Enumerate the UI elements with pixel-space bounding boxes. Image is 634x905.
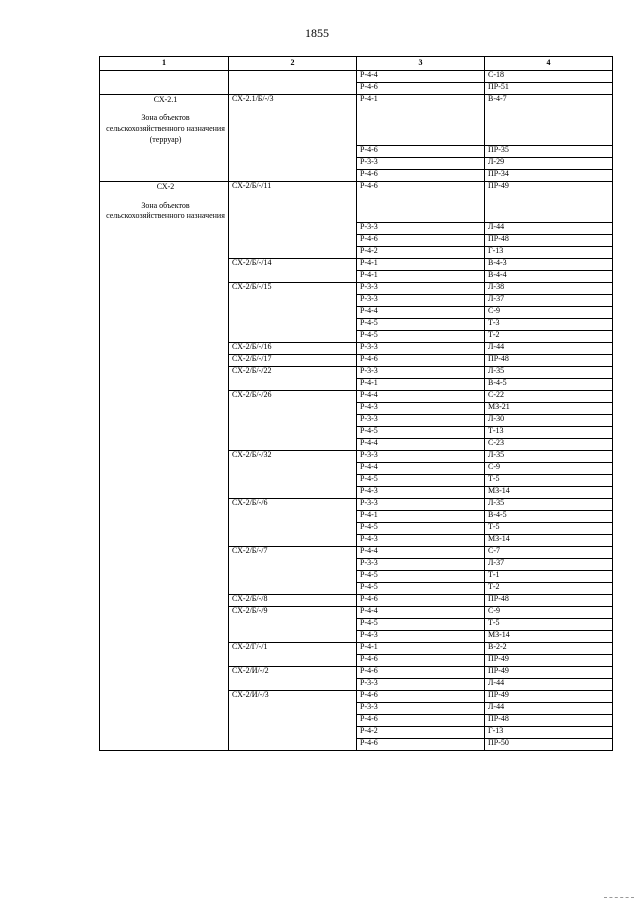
object-code-cell: Т-13 — [485, 426, 613, 438]
table-row — [100, 630, 613, 642]
subzone-cell — [229, 474, 357, 486]
table-row — [100, 546, 613, 558]
zone-cell — [100, 170, 229, 182]
zone-cell — [100, 666, 229, 678]
subzone-cell: СХ-2/И/-/2 — [229, 666, 357, 678]
object-code-cell: С-22 — [485, 390, 613, 402]
zone-cell — [100, 738, 229, 750]
subzone-cell — [229, 222, 357, 234]
object-code-cell: С-7 — [485, 546, 613, 558]
table-row — [100, 330, 613, 342]
regulation-code-cell: Р-4-2 — [357, 726, 485, 738]
subzone-cell: СХ-2/Б/-/22 — [229, 366, 357, 378]
zone-cell — [100, 246, 229, 258]
subzone-cell — [229, 158, 357, 170]
subzone-cell — [229, 618, 357, 630]
zone-cell — [100, 570, 229, 582]
subzone-cell — [229, 486, 357, 498]
table-row — [100, 570, 613, 582]
regulation-code-cell: Р-4-6 — [357, 170, 485, 182]
regulation-code-cell: Р-4-6 — [357, 182, 485, 222]
zone-cell — [100, 234, 229, 246]
subzone-cell — [229, 146, 357, 158]
object-code-cell: ПР-48 — [485, 234, 613, 246]
table-row — [100, 726, 613, 738]
zone-cell — [100, 158, 229, 170]
table-row — [100, 366, 613, 378]
table-row — [100, 170, 613, 182]
zone-cell — [100, 690, 229, 702]
regulation-code-cell: Р-4-1 — [357, 258, 485, 270]
subzone-cell — [229, 438, 357, 450]
object-code-cell: Т-2 — [485, 582, 613, 594]
subzone-cell — [229, 702, 357, 714]
regulation-code-cell: Р-4-4 — [357, 462, 485, 474]
object-code-cell: Л-29 — [485, 158, 613, 170]
regulation-code-cell: Р-4-6 — [357, 83, 485, 95]
subzone-cell — [229, 270, 357, 282]
zone-cell — [100, 510, 229, 522]
zone-cell — [100, 486, 229, 498]
object-code-cell: МЗ-14 — [485, 486, 613, 498]
zone-cell — [100, 378, 229, 390]
object-code-cell: Т-3 — [485, 318, 613, 330]
table-row — [100, 714, 613, 726]
table-row — [100, 450, 613, 462]
zone-cell — [100, 450, 229, 462]
zone-cell — [100, 582, 229, 594]
table-row — [100, 558, 613, 570]
zone-description: Зона объектов сельскохозяйственного назначения (терруар) — [106, 113, 225, 144]
zone-cell — [100, 702, 229, 714]
column-header-3: 3 — [357, 57, 485, 71]
object-code-cell: В-4-4 — [485, 270, 613, 282]
regulation-code-cell: Р-4-5 — [357, 474, 485, 486]
subzone-cell: СХ-2/И/-/3 — [229, 690, 357, 702]
table-row — [100, 402, 613, 414]
regulation-code-cell: Р-3-3 — [357, 342, 485, 354]
zone-cell — [100, 414, 229, 426]
regulation-code-cell: Р-3-3 — [357, 558, 485, 570]
regulation-code-cell: Р-3-3 — [357, 498, 485, 510]
subzone-cell — [229, 738, 357, 750]
regulation-code-cell: Р-3-3 — [357, 366, 485, 378]
zone-cell — [100, 438, 229, 450]
table-row — [100, 654, 613, 666]
object-code-cell: С-9 — [485, 462, 613, 474]
object-code-cell: Т-2 — [485, 330, 613, 342]
zone-cell — [100, 534, 229, 546]
table-row — [100, 146, 613, 158]
regulation-code-cell: Р-4-5 — [357, 618, 485, 630]
regulation-code-cell: Р-3-3 — [357, 678, 485, 690]
zone-cell — [100, 462, 229, 474]
object-code-cell: ПР-50 — [485, 738, 613, 750]
regulation-code-cell: Р-4-5 — [357, 318, 485, 330]
regulation-code-cell: Р-4-5 — [357, 330, 485, 342]
table-row — [100, 182, 613, 222]
subzone-cell — [229, 462, 357, 474]
zone-cell — [100, 282, 229, 294]
table-body — [100, 71, 613, 751]
regulation-code-cell: Р-4-6 — [357, 714, 485, 726]
subzone-cell — [229, 654, 357, 666]
subzone-cell — [229, 246, 357, 258]
object-code-cell: ПР-48 — [485, 354, 613, 366]
regulation-code-cell: Р-4-1 — [357, 510, 485, 522]
zone-cell — [100, 678, 229, 690]
zones-table — [99, 56, 613, 751]
zone-cell — [100, 330, 229, 342]
table-row — [100, 390, 613, 402]
subzone-cell — [229, 582, 357, 594]
object-code-cell: МЗ-14 — [485, 534, 613, 546]
zone-cell — [100, 642, 229, 654]
object-code-cell: Т-1 — [485, 570, 613, 582]
object-code-cell: Л-44 — [485, 222, 613, 234]
regulation-code-cell: Р-3-3 — [357, 158, 485, 170]
object-code-cell: В-4-7 — [485, 95, 613, 146]
object-code-cell: Л-35 — [485, 366, 613, 378]
subzone-cell — [229, 726, 357, 738]
zone-cell — [100, 594, 229, 606]
zone-cell — [100, 522, 229, 534]
zone-cell — [100, 726, 229, 738]
table-row — [100, 83, 613, 95]
subzone-cell — [229, 630, 357, 642]
zone-cell — [100, 714, 229, 726]
subzone-cell: СХ-2/Б/-/8 — [229, 594, 357, 606]
regulation-code-cell: Р-4-4 — [357, 438, 485, 450]
page-edge-rule — [604, 897, 634, 898]
regulation-code-cell: Р-4-6 — [357, 738, 485, 750]
table-row — [100, 246, 613, 258]
regulation-code-cell: Р-4-4 — [357, 71, 485, 83]
object-code-cell: ПР-51 — [485, 83, 613, 95]
subzone-cell: СХ-2/Б/-/26 — [229, 390, 357, 402]
object-code-cell: ПР-48 — [485, 594, 613, 606]
regulation-code-cell: Р-4-6 — [357, 654, 485, 666]
subzone-cell — [229, 330, 357, 342]
subzone-cell — [229, 306, 357, 318]
subzone-cell: СХ-2/Г/-/1 — [229, 642, 357, 654]
zone-cell — [100, 83, 229, 95]
object-code-cell: Л-44 — [485, 678, 613, 690]
object-code-cell: С-9 — [485, 606, 613, 618]
table-row — [100, 234, 613, 246]
zone-cell — [100, 498, 229, 510]
object-code-cell: Л-37 — [485, 558, 613, 570]
regulation-code-cell: Р-4-3 — [357, 534, 485, 546]
regulation-code-cell: Р-3-3 — [357, 414, 485, 426]
object-code-cell: Л-37 — [485, 294, 613, 306]
zone-cell — [100, 71, 229, 83]
table-row — [100, 690, 613, 702]
object-code-cell: В-4-5 — [485, 510, 613, 522]
page-number: 1855 — [305, 26, 329, 40]
table-row — [100, 606, 613, 618]
object-code-cell: ПР-49 — [485, 182, 613, 222]
table-row — [100, 71, 613, 83]
object-code-cell: Т-5 — [485, 474, 613, 486]
subzone-cell: СХ-2/Б/-/9 — [229, 606, 357, 618]
table-row — [100, 462, 613, 474]
regulation-code-cell: Р-4-6 — [357, 234, 485, 246]
table-row — [100, 258, 613, 270]
object-code-cell: Л-44 — [485, 702, 613, 714]
header-row — [100, 57, 613, 71]
table-row — [100, 678, 613, 690]
regulation-code-cell: Р-4-1 — [357, 378, 485, 390]
subzone-cell — [229, 510, 357, 522]
regulation-code-cell: Р-3-3 — [357, 222, 485, 234]
table-row — [100, 594, 613, 606]
subzone-cell: СХ-2/Б/-/14 — [229, 258, 357, 270]
zone-cell — [100, 270, 229, 282]
object-code-cell: ПР-48 — [485, 714, 613, 726]
regulation-code-cell: Р-4-2 — [357, 246, 485, 258]
subzone-cell — [229, 678, 357, 690]
table-row — [100, 642, 613, 654]
regulation-code-cell: Р-4-6 — [357, 354, 485, 366]
subzone-cell — [229, 426, 357, 438]
subzone-cell — [229, 570, 357, 582]
object-code-cell: ПР-34 — [485, 170, 613, 182]
object-code-cell: С-18 — [485, 71, 613, 83]
zone-cell — [100, 182, 229, 222]
object-code-cell: Л-44 — [485, 342, 613, 354]
regulation-code-cell: Р-4-3 — [357, 402, 485, 414]
subzone-cell — [229, 378, 357, 390]
regulation-code-cell: Р-4-5 — [357, 582, 485, 594]
subzone-cell — [229, 318, 357, 330]
table-row — [100, 378, 613, 390]
regulation-code-cell: Р-4-5 — [357, 426, 485, 438]
object-code-cell: Т-5 — [485, 522, 613, 534]
table-row — [100, 414, 613, 426]
object-code-cell: В-2-2 — [485, 642, 613, 654]
object-code-cell: ПР-49 — [485, 654, 613, 666]
regulation-code-cell: Р-4-6 — [357, 666, 485, 678]
object-code-cell: ПР-49 — [485, 690, 613, 702]
regulation-code-cell: Р-4-6 — [357, 146, 485, 158]
zone-cell — [100, 426, 229, 438]
column-header-2: 2 — [229, 57, 357, 71]
table-row — [100, 282, 613, 294]
table-row — [100, 486, 613, 498]
zone-cell — [100, 146, 229, 158]
table-row — [100, 294, 613, 306]
zone-cell — [100, 546, 229, 558]
zone-cell — [100, 474, 229, 486]
regulation-code-cell: Р-3-3 — [357, 450, 485, 462]
subzone-cell — [229, 234, 357, 246]
zone-cell — [100, 318, 229, 330]
regulation-code-cell: Р-4-5 — [357, 522, 485, 534]
table-row — [100, 474, 613, 486]
table-row — [100, 426, 613, 438]
zone-code: СХ-2 — [156, 182, 175, 192]
zone-cell — [100, 258, 229, 270]
regulation-code-cell: Р-4-3 — [357, 486, 485, 498]
zone-cell — [100, 654, 229, 666]
subzone-cell: СХ-2/Б/-/17 — [229, 354, 357, 366]
object-code-cell: С-9 — [485, 306, 613, 318]
regulation-code-cell: Р-4-6 — [357, 690, 485, 702]
regulation-code-cell: Р-4-1 — [357, 642, 485, 654]
regulation-code-cell: Р-3-3 — [357, 702, 485, 714]
zone-cell — [100, 354, 229, 366]
subzone-cell — [229, 402, 357, 414]
table-row — [100, 318, 613, 330]
table-row — [100, 666, 613, 678]
table-row — [100, 222, 613, 234]
zone-cell — [100, 558, 229, 570]
object-code-cell: Т-5 — [485, 618, 613, 630]
table-row — [100, 270, 613, 282]
table-row — [100, 158, 613, 170]
subzone-cell — [229, 714, 357, 726]
zone-cell — [100, 366, 229, 378]
object-code-cell: МЗ-14 — [485, 630, 613, 642]
table-row — [100, 738, 613, 750]
table-row — [100, 342, 613, 354]
subzone-cell: СХ-2.1/Б/-/3 — [229, 95, 357, 146]
zone-cell — [100, 630, 229, 642]
regulation-code-cell: Р-4-5 — [357, 570, 485, 582]
table-header — [100, 57, 613, 71]
zone-cell — [100, 606, 229, 618]
object-code-cell: Л-38 — [485, 282, 613, 294]
zone-cell — [100, 222, 229, 234]
object-code-cell: ПР-35 — [485, 146, 613, 158]
subzone-cell — [229, 294, 357, 306]
object-code-cell: Г-13 — [485, 246, 613, 258]
zone-cell — [100, 342, 229, 354]
regulation-code-cell: Р-4-4 — [357, 306, 485, 318]
object-code-cell: В-4-3 — [485, 258, 613, 270]
object-code-cell: В-4-5 — [485, 378, 613, 390]
subzone-cell: СХ-2/Б/-/32 — [229, 450, 357, 462]
regulation-code-cell: Р-3-3 — [357, 294, 485, 306]
subzone-cell — [229, 414, 357, 426]
subzone-cell — [229, 170, 357, 182]
subzone-cell: СХ-2/Б/-/6 — [229, 498, 357, 510]
object-code-cell: С-23 — [485, 438, 613, 450]
regulation-code-cell: Р-4-4 — [357, 390, 485, 402]
zone-cell — [100, 306, 229, 318]
regulation-code-cell: Р-4-4 — [357, 606, 485, 618]
zone-cell — [100, 618, 229, 630]
regulation-code-cell: Р-4-1 — [357, 95, 485, 146]
subzone-cell — [229, 522, 357, 534]
regulation-code-cell: Р-4-6 — [357, 594, 485, 606]
subzone-cell — [229, 83, 357, 95]
subzone-cell — [229, 534, 357, 546]
table-row — [100, 438, 613, 450]
object-code-cell: МЗ-21 — [485, 402, 613, 414]
object-code-cell: Г-13 — [485, 726, 613, 738]
table-row — [100, 498, 613, 510]
subzone-cell: СХ-2/Б/-/7 — [229, 546, 357, 558]
object-code-cell: Л-35 — [485, 498, 613, 510]
table-row — [100, 522, 613, 534]
table-row — [100, 510, 613, 522]
table-row — [100, 95, 613, 146]
table-row — [100, 306, 613, 318]
zone-cell — [100, 402, 229, 414]
zone-cell — [100, 390, 229, 402]
zone-description: Зона объектов сельскохозяйственного назначения — [106, 200, 225, 221]
subzone-cell: СХ-2/Б/-/16 — [229, 342, 357, 354]
table-row — [100, 582, 613, 594]
zone-cell — [100, 294, 229, 306]
subzone-cell: СХ-2/Б/-/15 — [229, 282, 357, 294]
table-row — [100, 702, 613, 714]
subzone-cell — [229, 71, 357, 83]
regulation-code-cell: Р-3-3 — [357, 282, 485, 294]
zone-cell — [100, 95, 229, 146]
table-row — [100, 354, 613, 366]
regulation-code-cell: Р-4-3 — [357, 630, 485, 642]
zone-code: СХ-2.1 — [153, 95, 178, 104]
column-header-4: 4 — [485, 57, 613, 71]
object-code-cell: ПР-49 — [485, 666, 613, 678]
object-code-cell: Л-35 — [485, 450, 613, 462]
subzone-cell — [229, 558, 357, 570]
object-code-cell: Л-30 — [485, 414, 613, 426]
table-row — [100, 618, 613, 630]
table-row — [100, 534, 613, 546]
regulation-code-cell: Р-4-1 — [357, 270, 485, 282]
subzone-cell: СХ-2/Б/-/11 — [229, 182, 357, 222]
column-header-1: 1 — [100, 57, 229, 71]
regulation-code-cell: Р-4-4 — [357, 546, 485, 558]
